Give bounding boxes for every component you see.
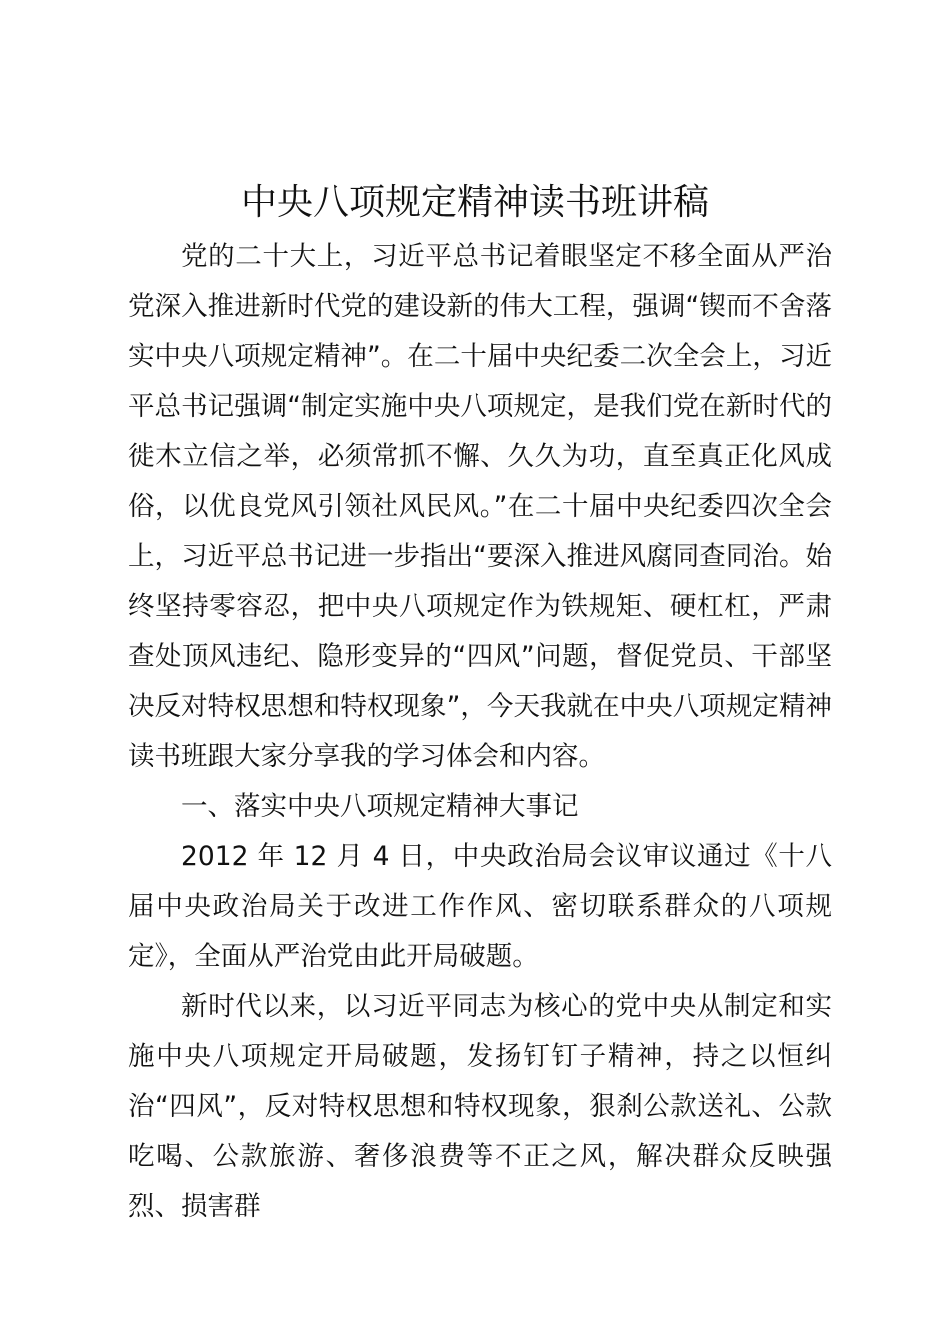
document-title: 中央八项规定精神读书班讲稿 bbox=[240, 182, 709, 223]
paragraph-intro: 党的二十大上，习近平总书记着眼坚定不移全面从严治党深入推进新时代党的建设新的伟大工程，强调“锲而不舍落实中央八项规定精神”。在二十届中央纪委二次全会上，习近平总书记强调“制定实施中央八项规定，是我们党在新时代的徙木立信之举，必须常抓不懈、久久为功，直至真正化风成俗，以优良党风引领社风民风。”在二十届中央纪委四次全会上，习近平总书记进一步指出“要深入推进风腐同查同治。始终坚持零容忍，把中央八项规定作为铁规矩、硬杠杠，严肃查处顶风违纪、隐形变异的“四风”问题，督促党员、干部坚决反对特权思想和特权现象”，今天我就在中央八项规定精神读书班跟大家分享我的学习体会和内容。 bbox=[128, 241, 832, 772]
section-heading: 一、落实中央八项规定精神大事记 bbox=[181, 791, 579, 822]
paragraph-new-era: 新时代以来，以习近平同志为核心的党中央从制定和实施中央八项规定开局破题，发扬钉钉子精神，持之以恒纠治“四风”，反对特权思想和特权现象，狠刹公款送礼、公款吃喝、公款旅游、奢侈浪费等不正之风，解决群众反映强烈、损害群 bbox=[128, 991, 832, 1222]
document-body bbox=[128, 232, 832, 1232]
paragraph-2012: 2012 年 12 月 4 日，中央政治局会议审议通过《十八届中央政治局关于改进工作作风、密切联系群众的八项规定》，全面从严治党由此开局破题。 bbox=[128, 841, 832, 972]
